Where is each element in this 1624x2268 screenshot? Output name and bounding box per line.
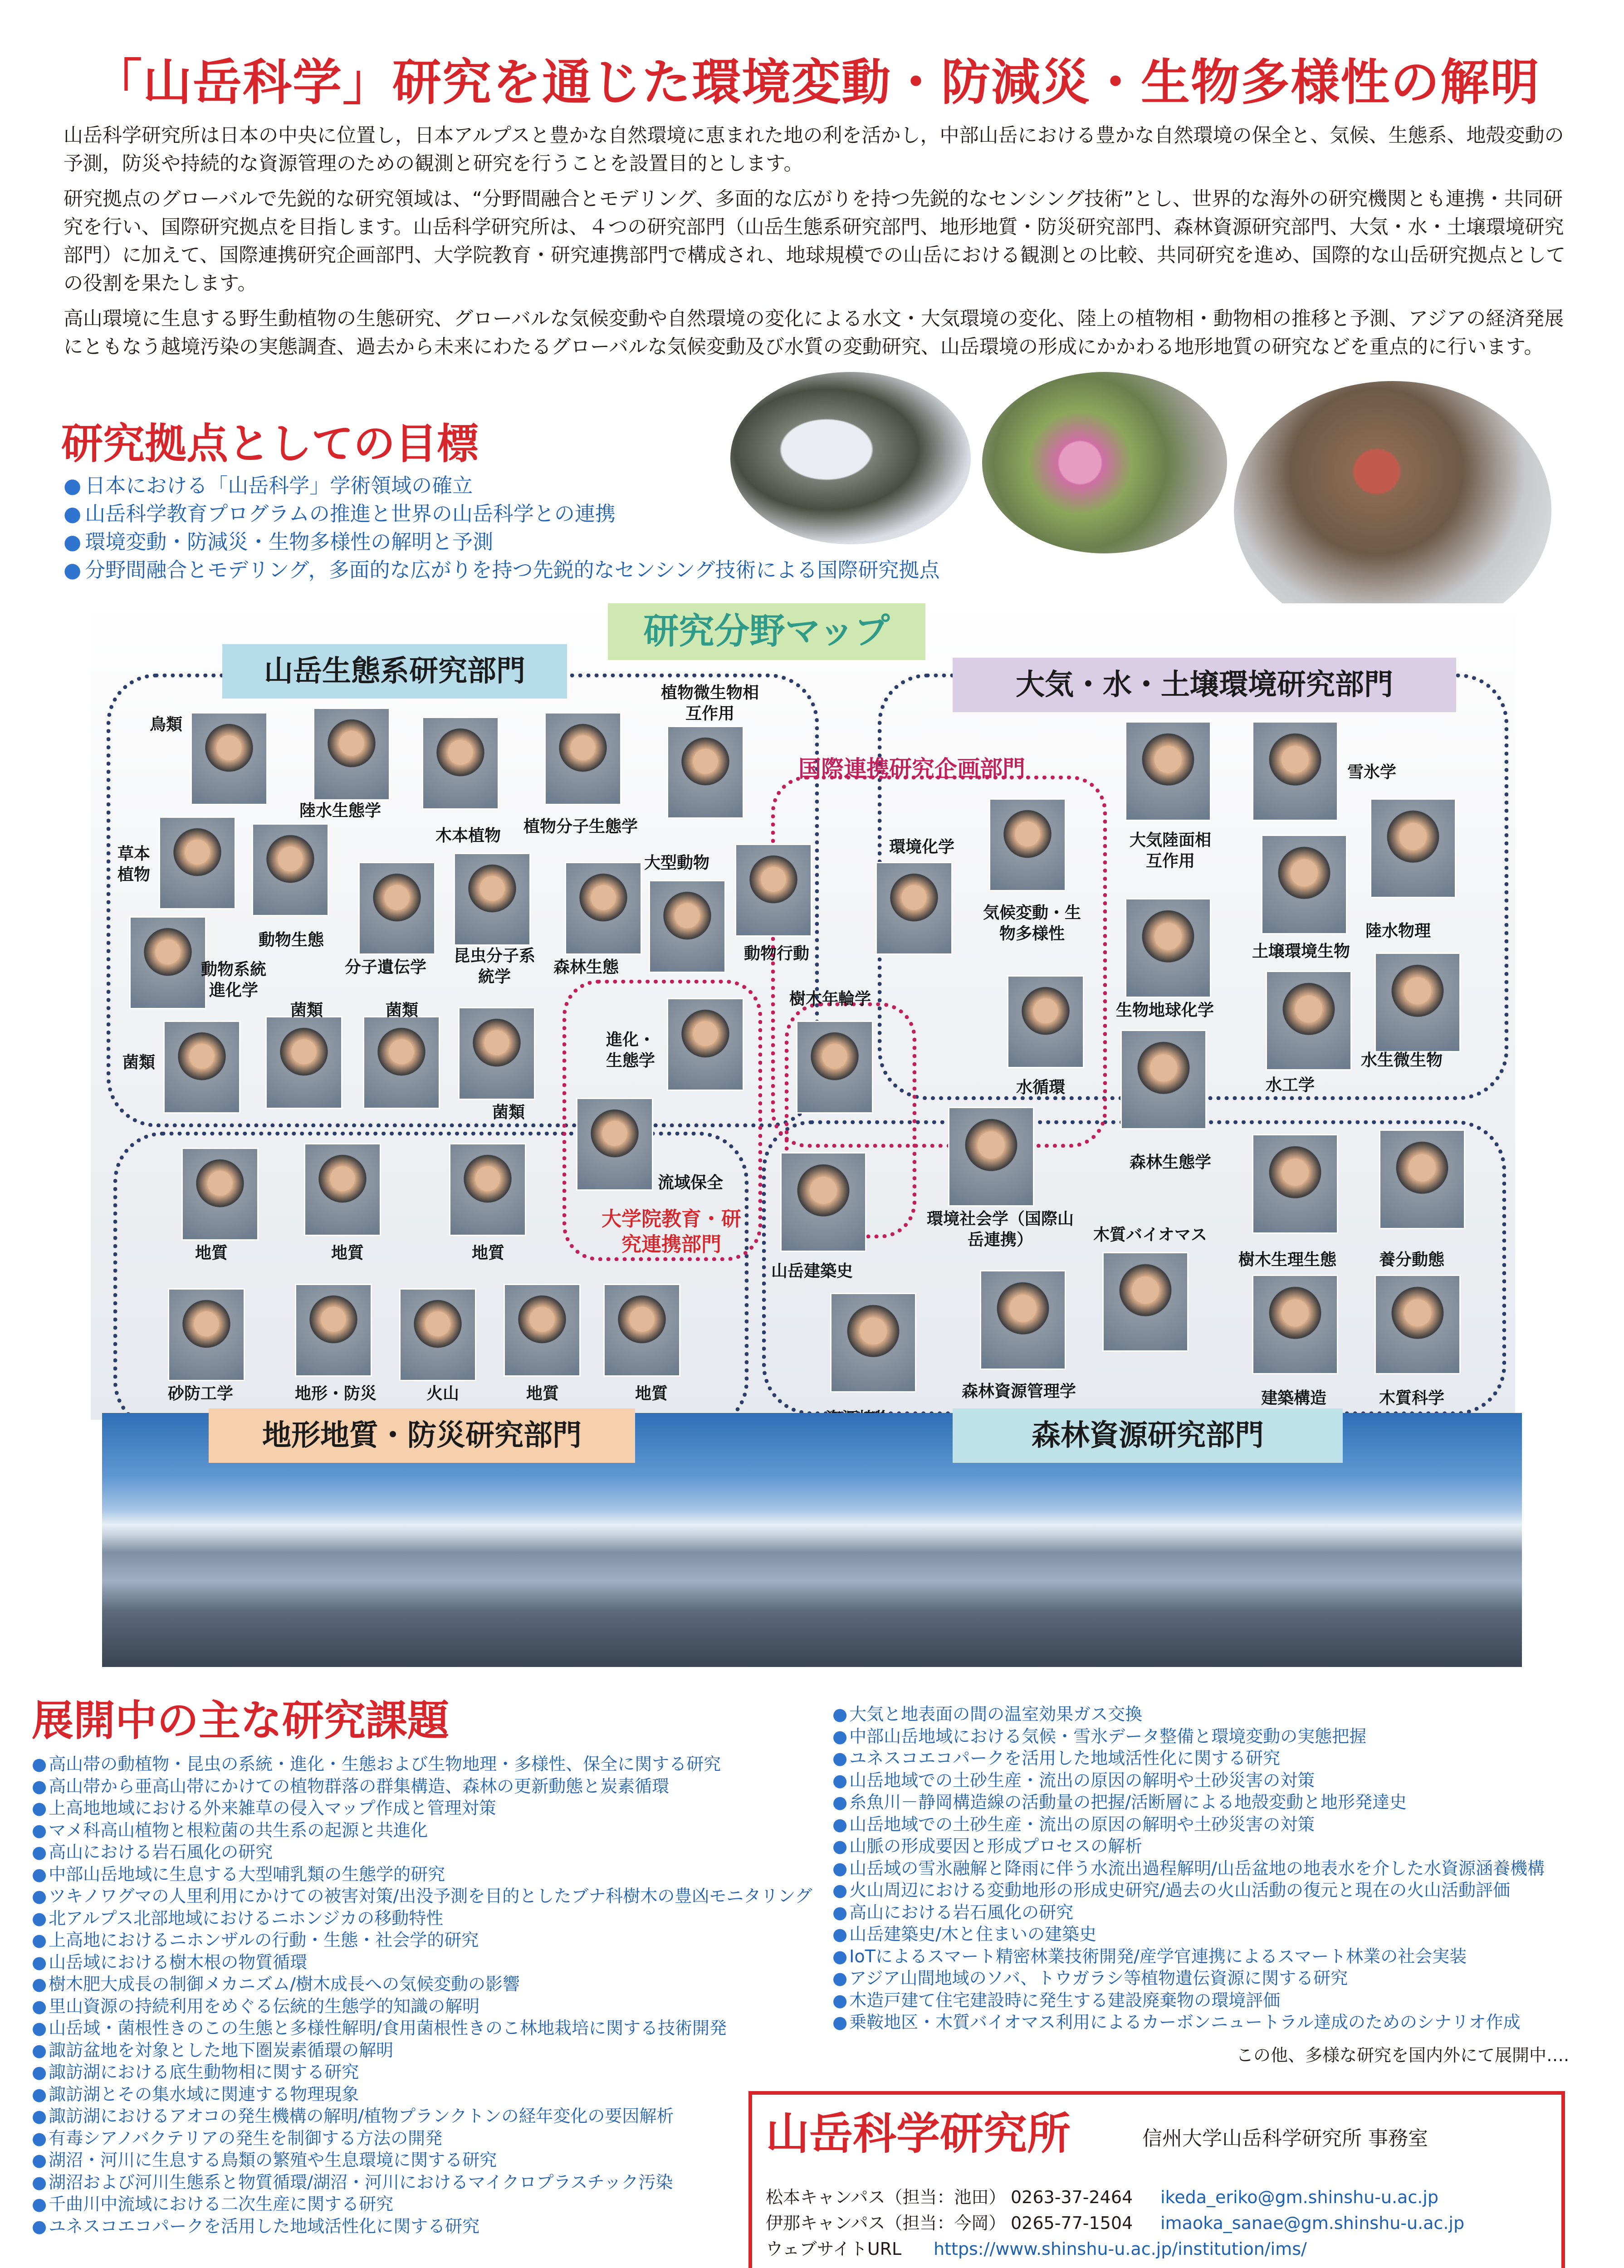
list-item: ● 諏訪湖におけるアオコの発生機構の解明/植物プランクトンの経年変化の要因解析 (32, 2105, 812, 2127)
researcher-photo (422, 717, 499, 810)
field-label: 菌類 (492, 1103, 525, 1122)
field-label: 木本植物 (435, 826, 501, 845)
list-item: ● 湖沼・河川に生息する鳥類の繁殖や生息環境に関する研究 (32, 2149, 812, 2171)
researcher-photo (830, 1293, 916, 1393)
goals-heading: 研究拠点としての目標 (61, 420, 479, 468)
field-label: 土壌環境生物 (1252, 942, 1350, 961)
field-label: 菌類 (386, 1001, 419, 1020)
researcher-photo (1370, 798, 1456, 898)
researcher-photo (1102, 1252, 1189, 1352)
field-label: 植物分子生態学 (523, 817, 638, 836)
field-label: 森林資源管理学 (962, 1382, 1076, 1401)
goals-list (64, 472, 939, 584)
list-item: ● 糸魚川－静岡構造線の活動量の把握/活断層による地殻変動と地形発達史 (832, 1791, 1545, 1813)
intro-paragraph: 山岳科学研究所は日本の中央に位置し，日本アルプスと豊かな自然環境に恵まれた地の利を活かし，中部山岳における豊かな自然環境の保全と、気候、生態系、地殻変動の予測，防災や持続的な資源管理のための観測と研究を行うことを設置目的とします。 (64, 124, 1564, 175)
researcher-photo (129, 916, 206, 1009)
field-label: 地質 (472, 1244, 505, 1262)
institute-office: 信州大学山岳科学研究所 事務室 (1142, 2127, 1428, 2150)
page-title: 「山岳科学」研究を通じた環境変動・防減災・生物多様性の解明 (93, 54, 1540, 111)
list-item: ● 千曲川中流域における二次生産に関する研究 (32, 2193, 812, 2215)
field-label: 砂防工学 (168, 1384, 234, 1403)
list-item: ● 日本における「山岳科学」学術領域の確立 (64, 472, 939, 500)
researcher-photo (1266, 971, 1352, 1070)
researcher-photo (358, 862, 435, 955)
researcher-photo (304, 1143, 381, 1236)
researcher-photo (989, 798, 1066, 891)
researcher-photo (265, 1016, 342, 1109)
list-item: ● 高山帯の動植物・昆虫の系統・進化・生態および生物地理・多様性、保全に関する研究 (32, 1753, 812, 1775)
researcher-photo (1252, 1134, 1338, 1234)
researcher-photo (159, 816, 236, 909)
tasks-list-right (832, 1703, 1545, 2033)
list-item: ● 木造戸建て住宅建設時に発生する建設廃棄物の環境評価 (832, 1989, 1545, 2012)
field-label: 森林生態 (553, 958, 619, 977)
list-item: ● 湖沼および河川生態系と物質循環/湖沼・河川におけるマイクロプラスチック汚染 (32, 2171, 812, 2194)
researcher-photo (181, 1148, 259, 1241)
field-label: 動物生態 (259, 931, 324, 949)
field-label: 分子遺伝学 (345, 958, 427, 977)
field-label: 大型動物 (644, 854, 710, 872)
alpine-flower-photo (982, 372, 1227, 553)
researcher-photo (735, 844, 812, 937)
list-item: ● 分野間融合とモデリング，多面的な広がりを持つ先鋭的なセンシング技術による国際研究拠点 (64, 556, 939, 584)
closing-note: この他、多様な研究を国内外にて展開中…. (1236, 2045, 1570, 2065)
researcher-photo (458, 1007, 535, 1100)
researcher-photo (252, 823, 329, 916)
field-label: 山岳建築史 (771, 1262, 853, 1281)
researcher-photo (1007, 975, 1084, 1068)
list-item: ● 山岳建築史/木と住まいの建築史 (832, 1923, 1545, 1945)
researcher-photo (667, 998, 744, 1091)
research-map-title: 研究分野マップ (608, 603, 925, 660)
researcher-photo (780, 1152, 866, 1252)
list-item: ● 中部山岳地域における気候・雪氷データ整備と環境変動の実態把握 (832, 1725, 1545, 1748)
field-label: 養分動態 (1379, 1251, 1445, 1269)
researcher-photo (449, 1143, 526, 1236)
contact-row (766, 2235, 1307, 2260)
field-label: 森林生態学 (1130, 1153, 1212, 1172)
researcher-photo (1125, 721, 1211, 821)
campus-label: 松本キャンパス（担当：池田） (766, 2187, 1006, 2207)
list-item: ● 火山周辺における変動地形の形成史研究/過去の火山活動の復元と現在の火山活動評価 (832, 1879, 1545, 1901)
researcher-photo (363, 1016, 440, 1109)
field-label: 水工学 (1266, 1076, 1315, 1095)
researcher-photo (1261, 835, 1347, 934)
institute-contact-box (748, 2091, 1565, 2268)
website-label: ウェブサイトURL (766, 2239, 902, 2259)
researcher-photo (1120, 1030, 1207, 1129)
list-item: ● ユネスコエコパークを活用した地域活性化に関する研究 (832, 1747, 1545, 1769)
field-label: 水生微生物 (1361, 1051, 1443, 1070)
field-label: 菌類 (122, 1053, 156, 1072)
field-label: 草本植物 (117, 845, 150, 884)
researcher-photo (1375, 1275, 1461, 1374)
list-item: ● ツキノワグマの人里利用にかけての被害対策/出没予測を目的としたブナ科樹木の豊凶モニタリング (32, 1885, 812, 1907)
researcher-photo (948, 1107, 1034, 1207)
researcher-photo (191, 712, 268, 805)
researcher-photo (168, 1288, 245, 1381)
phone-number[interactable]: 0265-77-1504 (1011, 2213, 1133, 2233)
list-item: ● 山岳科学教育プログラムの推進と世界の山岳科学との連携 (64, 500, 939, 528)
department-label: 山岳生態系研究部門 (222, 644, 567, 699)
researcher-photo (454, 853, 531, 946)
field-label: 樹木年輪学 (789, 990, 871, 1008)
intro-paragraph: 高山環境に生息する野生動植物の生態研究、グローバルな気候変動や自然環境の変化による水文・大気環境の変化、陸上の植物相・動物相の推移と予測、アジアの経済発展にともなう越境汚染の実態調査、過去から未来にわたるグローバルな気候変動及び水質の変動研究、山岳環境の形成にかかわる地形地質の研究などを重点的に行います。 (64, 308, 1564, 358)
field-label: 植物微生物相互作用 (660, 684, 759, 723)
intro-paragraph: 研究拠点のグローバルで先鋭的な研究領域は、“分野間融合とモデリング、多面的な広がりを持つ先鋭的なセンシング技術”とし、世界的な海外の研究機関とも連携・共同研究を行い、国際研究拠点を目指します。山岳科学研究所は、４つの研究部門（山岳生態系研究部門、地形地質・防災研究部門、森林資源研究部門、大気・水・土壌環境研究部門）に加えて、国際連携研究企画部門、大学院教育・研究連携部門で構成され、地球規模での山岳における観測との比較、共同研究を進め、国際的な山岳研究拠点としての役割を果たします。 (64, 188, 1565, 295)
phone-number[interactable]: 0263-37-2464 (1011, 2187, 1133, 2207)
researcher-photo (1252, 1275, 1338, 1374)
field-label: 鳥類 (150, 715, 183, 734)
email-link[interactable]: imaoka_sanae@gm.shinshu-u.ac.jp (1160, 2213, 1465, 2233)
field-label: 木質科学 (1379, 1389, 1445, 1408)
field-label: 雪氷学 (1347, 763, 1397, 782)
researcher-photo (544, 712, 621, 805)
list-item: ● 上高地におけるニホンザルの行動・生態・社会学的研究 (32, 1929, 812, 1951)
department-label: 大学院教育・研究連携部門 (602, 1207, 741, 1256)
list-item: ● 樹木肥大成長の制御メカニズム/樹木成長への気候変動の影響 (32, 1973, 812, 1995)
contact-row (766, 2209, 1464, 2234)
list-item: ● 諏訪湖における底生動物相に関する研究 (32, 2061, 812, 2083)
list-item: ● 上高地地域における外来雑草の侵入マップ作成と管理対策 (32, 1797, 812, 1819)
field-label: 地質 (331, 1244, 364, 1262)
researcher-photo (565, 862, 642, 955)
institute-name: 山岳科学研究所 (766, 2108, 1071, 2159)
field-label: 地形・防災 (295, 1384, 377, 1403)
tasks-list-left (32, 1753, 812, 2237)
list-item: ● アジア山間地域のソバ、トウガラシ等植物遺伝資源に関する研究 (832, 1967, 1545, 1989)
field-label: 流域保全 (658, 1173, 724, 1192)
field-label: 火山 (426, 1384, 460, 1403)
researcher-photo (313, 708, 390, 801)
list-item: ● 高山における岩石風化の研究 (32, 1841, 812, 1863)
list-item: ● マメ科高山植物と根粒菌の共生系の起源と共進化 (32, 1819, 812, 1842)
campus-label: 伊那キャンパス（担当：今岡） (766, 2213, 1006, 2233)
email-link[interactable]: ikeda_eriko@gm.shinshu-u.ac.jp (1160, 2187, 1438, 2207)
researcher-photo (163, 1021, 240, 1114)
list-item: ● 北アルプス北部地域におけるニホンジカの移動特性 (32, 1907, 812, 1930)
website-link[interactable]: https://www.shinshu-u.ac.jp/institution/ims/ (934, 2239, 1307, 2259)
researcher-photo (876, 862, 953, 955)
researcher-photo (667, 726, 744, 819)
field-label: 環境社会学（国際山岳連携） (926, 1210, 1074, 1249)
field-label: 環境化学 (889, 838, 955, 856)
list-item: ● 乗鞍地区・木質バイオマス利用によるカーボンニュートラル達成のためのシナリオ作成 (832, 2011, 1545, 2033)
list-item: ● 環境変動・防減災・生物多様性の解明と予測 (64, 528, 939, 556)
list-item: ● 高山帯から亜高山帯にかけての植物群落の群集構造、森林の更新動態と炭素循環 (32, 1775, 812, 1798)
list-item: ● 山岳域における樹木根の物質循環 (32, 1951, 812, 1974)
list-item: ● 山岳域・菌根性きのこの生態と多様性解明/食用菌根性きのこ林地栽培に関する技術開発 (32, 2017, 812, 2039)
tasks-heading: 展開中の主な研究課題 (32, 1696, 450, 1745)
field-label: 動物行動 (744, 944, 810, 963)
list-item: ● 中部山岳地域に生息する大型哺乳類の生態学的研究 (32, 1863, 812, 1886)
field-label: 気候変動・生物多様性 (983, 904, 1081, 943)
field-label: 木質バイオマス (1093, 1226, 1207, 1244)
field-label: 陸水物理 (1365, 922, 1431, 940)
field-label: 動物系統進化学 (201, 960, 266, 1000)
department-label: 森林資源研究部門 (953, 1408, 1343, 1463)
researcher-photo (1125, 898, 1211, 998)
list-item: ● IoTによるスマート精密林業技術開発/産学官連携によるスマート林業の社会実装 (832, 1945, 1545, 1968)
field-label: 菌類 (290, 1001, 323, 1020)
list-item: ● 諏訪湖とその集水域に関連する物理現象 (32, 2083, 812, 2106)
contact-row (766, 2183, 1438, 2208)
department-label: 大気・水・土壌環境研究部門 (953, 658, 1456, 712)
researcher-photo (796, 1021, 873, 1114)
department-label: 地形地質・防災研究部門 (209, 1408, 635, 1463)
field-label: 水循環 (1016, 1078, 1066, 1097)
researcher-photo (1379, 1129, 1465, 1229)
researcher-photo (504, 1284, 581, 1377)
field-label: 建築構造 (1261, 1389, 1327, 1408)
list-item: ● 高山における岩石風化の研究 (832, 1901, 1545, 1924)
list-item: ● 山岳地域での土砂生産・流出の原因の解明や土砂災害の対策 (832, 1813, 1545, 1836)
field-label: 地質 (195, 1244, 228, 1262)
researcher-photo (980, 1270, 1066, 1370)
field-label: 昆虫分子系統学 (453, 947, 535, 986)
list-item: ● 山岳域の雪氷融解と降雨に伴う水流出過程解明/山岳盆地の地表水を介した水資源涵養機構 (832, 1857, 1545, 1880)
researcher-photo (603, 1284, 680, 1377)
field-label: 大気陸面相互作用 (1129, 831, 1211, 870)
researcher-photo (576, 1098, 653, 1191)
list-item: ● 山岳地域での土砂生産・流出の原因の解明や土砂災害の対策 (832, 1769, 1545, 1792)
field-label: 陸水生態学 (299, 802, 382, 820)
department-label: 国際連携研究企画部門 (798, 756, 1025, 782)
researcher-photo (649, 880, 726, 973)
field-label: 地質 (635, 1384, 668, 1403)
field-label: 生物地球化学 (1116, 1001, 1214, 1020)
researcher-photo (295, 1284, 372, 1377)
list-item: ● ユネスコエコパークを活用した地域活性化に関する研究 (32, 2215, 812, 2238)
list-item: ● 山脈の形成要因と形成プロセスの解析 (832, 1835, 1545, 1857)
field-label: 樹木生理生態 (1238, 1251, 1337, 1269)
researcher-photo (1375, 953, 1461, 1052)
list-item: ● 大気と地表面の間の温室効果ガス交換 (832, 1703, 1545, 1725)
field-label: 地質 (526, 1384, 559, 1403)
list-item: ● 諏訪盆地を対象とした地下圏炭素循環の解明 (32, 2039, 812, 2062)
researcher-photo (1252, 721, 1338, 821)
researcher-photo (399, 1288, 476, 1381)
list-item: ● 里山資源の持続利用をめぐる伝統的生態学的知識の解明 (32, 1995, 812, 2018)
field-label: 進化・生態学 (606, 1031, 655, 1070)
list-item: ● 有毒シアノバクテリアの発生を制御する方法の開発 (32, 2127, 812, 2150)
snow-monkey-photo (1234, 381, 1551, 640)
